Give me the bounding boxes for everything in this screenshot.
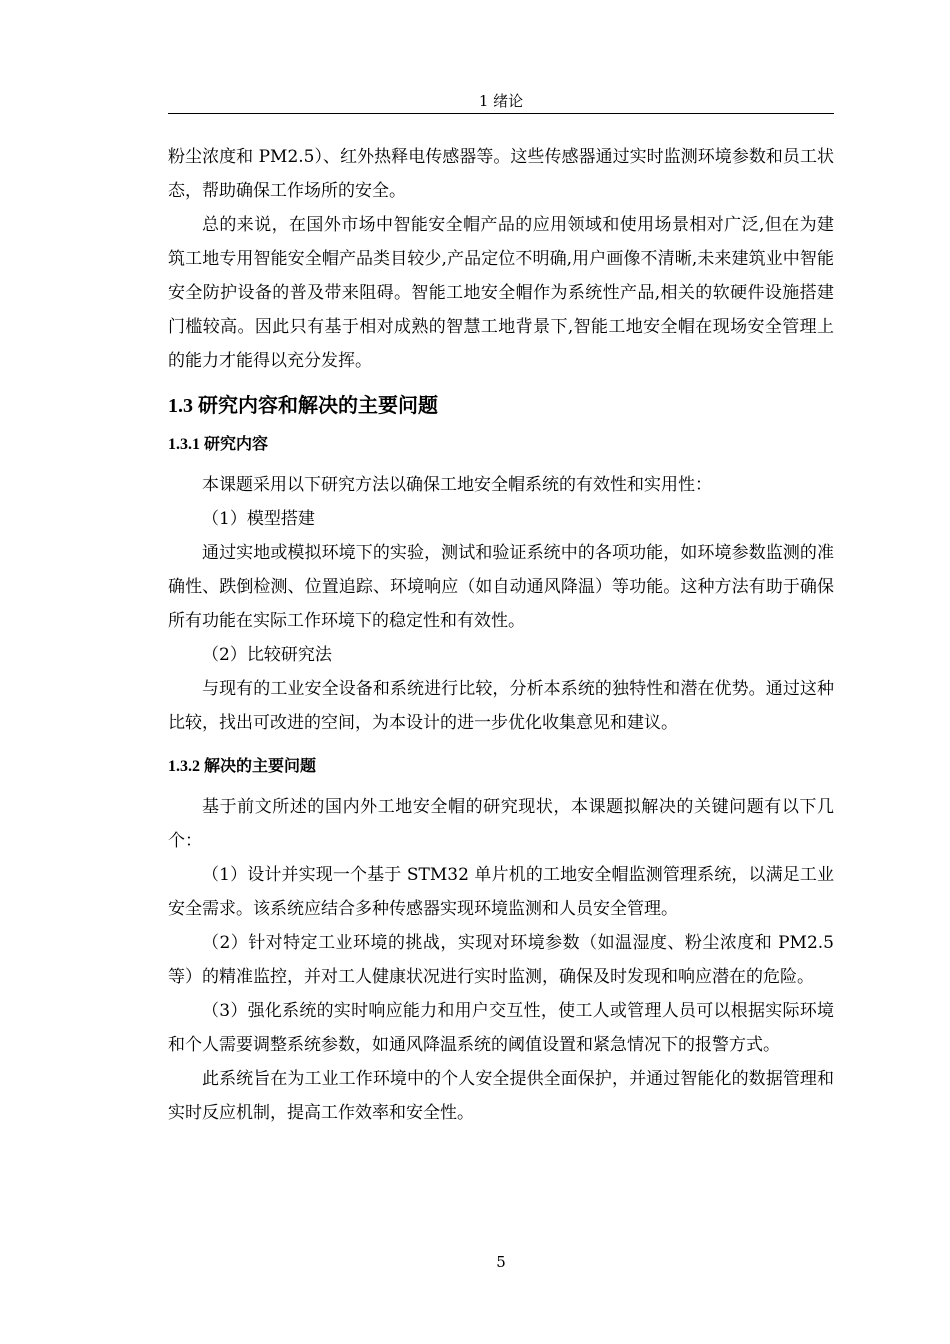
page-body: [168, 140, 834, 1130]
running-header: 1 绪论: [478, 92, 524, 110]
list-item-problem-2: （2）针对特定工业环境的挑战，实现对环境参数（如温湿度、粉尘浓度和 PM2.5 等）的精准监控，并对工人健康状况进行实时监测，确保及时发现和响应潜在的危险。: [168, 933, 834, 987]
list-item-problem-1: （1）设计并实现一个基于 STM32 单片机的工地安全帽监测管理系统，以满足工业安全需求。该系统应结合多种传感器实现环境监测和人员安全管理。: [168, 865, 834, 919]
paragraph-methods-intro: 本课题采用以下研究方法以确保工地安全帽系统的有效性和实用性：: [202, 475, 712, 495]
list-item-comparison: （2）比较研究法: [202, 645, 332, 665]
subsection-heading-1-3-2: 1.3.2 解决的主要问题: [168, 758, 317, 775]
list-item-model: （1）模型搭建: [202, 509, 315, 529]
header-divider: [168, 113, 834, 114]
paragraph-model: 通过实地或模拟环境下的实验，测试和验证系统中的各项功能，如环境参数监测的准确性、跌倒检测、位置追踪、环境响应（如自动通风降温）等功能。这种方法有助于确保所有功能在实际工作环境下的稳定性和有效性。: [168, 543, 834, 631]
paragraph-conclusion: 此系统旨在为工业工作环境中的个人安全提供全面保护，并通过智能化的数据管理和实时反应机制，提高工作效率和安全性。: [168, 1069, 834, 1123]
list-item-problem-3: （3）强化系统的实时响应能力和用户交互性，使工人或管理人员可以根据实际环境和个人需要调整系统参数，如通风降温系统的阈值设置和紧急情况下的报警方式。: [168, 1001, 834, 1055]
section-heading-1-3: 1.3 研究内容和解决的主要问题: [168, 395, 438, 417]
paragraph-comparison: 与现有的工业安全设备和系统进行比较，分析本系统的独特性和潜在优势。通过这种比较，找出可改进的空间，为本设计的进一步优化收集意见和建议。: [168, 679, 834, 733]
paragraph-problems-intro: 基于前文所述的国内外工地安全帽的研究现状，本课题拟解决的关键问题有以下几个：: [168, 797, 834, 851]
paragraph-continued: 粉尘浓度和 PM2.5）、红外热释电传感器等。这些传感器通过实时监测环境参数和员工状态，帮助确保工作场所的安全。: [168, 147, 834, 201]
paragraph-summary: 总的来说，在国外市场中智能安全帽产品的应用领域和使用场景相对广泛,但在为建筑工地专用智能安全帽产品类目较少,产品定位不明确,用户画像不清晰,未来建筑业中智能安全防护设备的普及带来阻碍。智能工地安全帽作为系统性产品,相关的软硬件设施搭建门槛较高。因此只有基于相对成熟的智慧工地背景下,智能工地安全帽在现场安全管理上的能力才能得以充分发挥。: [168, 215, 834, 371]
page-number: 5: [496, 1253, 506, 1271]
subsection-heading-1-3-1: 1.3.1 研究内容: [168, 436, 269, 453]
